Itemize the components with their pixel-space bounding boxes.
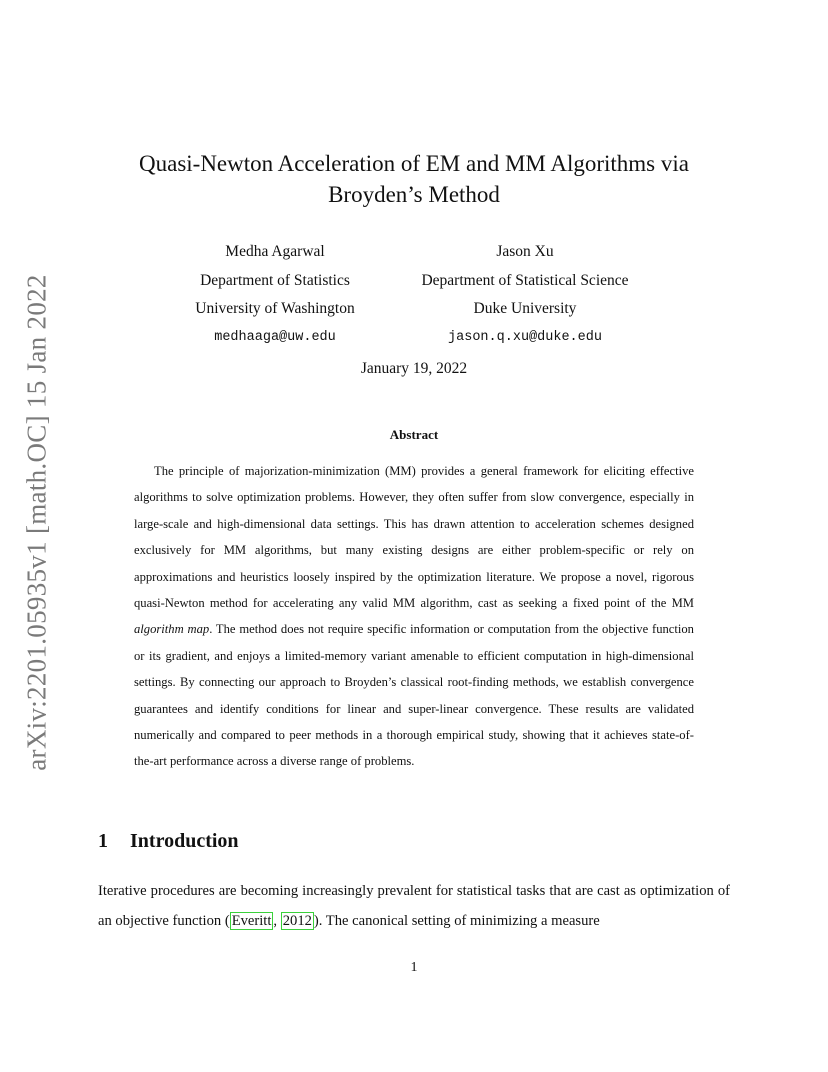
author-name: Jason Xu <box>496 243 554 260</box>
author-email: medhaaga@uw.edu <box>214 329 336 345</box>
abstract-heading: Abstract <box>389 427 439 442</box>
abstract-italic-term: algorithm map <box>134 622 210 637</box>
paper-date: January 19, 2022 <box>360 360 468 377</box>
author-department: Department of Statistical Science <box>421 271 629 289</box>
abstract-text-part-2: . The method does not require specific information or computation from the objective function or its gradient, and enjoys a limited-memory variant amenable to efficient computation in high-dimensional settings. By connecting our approach to Broyden’s classical root-finding methods, we establish convergence guarantees and identify conditions for linear and super-linear convergence. These results are validated numerically and compared to peer methods in a thorough empirical study, showing that it achieves state-of-the-art performance across a diverse range of problems. <box>134 622 694 769</box>
citation-link-year[interactable]: 2012 <box>282 913 312 929</box>
author-institution: Duke University <box>473 300 577 317</box>
arxiv-identifier: arXiv:2201.05935v1 [math.OC] 15 Jan 2022 <box>21 274 52 771</box>
author-department: Department of Statistics <box>200 271 350 289</box>
author-email: jason.q.xu@duke.edu <box>448 329 602 345</box>
author-block-1 <box>130 238 420 352</box>
abstract-text <box>134 458 694 775</box>
author-name: Medha Agarwal <box>225 243 325 260</box>
intro-text-part-2: ). The canonical setting of minimizing a measure <box>313 913 600 929</box>
paper-title-line-1: Quasi-Newton Acceleration of EM and MM Algorithms via <box>139 151 689 176</box>
section-number: 1 <box>98 830 108 852</box>
citation-link-author[interactable]: Everitt <box>231 913 272 929</box>
arxiv-stamp <box>20 270 54 775</box>
paper-title-line-2: Broyden’s Method <box>328 182 500 207</box>
section-title: Introduction <box>130 830 239 852</box>
citation-separator: , <box>273 913 281 929</box>
author-block-2 <box>380 238 670 352</box>
abstract-text-part-1: The principle of majorization-minimization (MM) provides a general framework for eliciting effective algorithms to solve optimization problems. However, they often suffer from slow convergence, especially in large-scale and high-dimensional data settings. This has drawn attention to acceleration schemes designed exclusively for MM algorithms, but many existing designs are either problem-specific or rely on approximations and heuristics loosely inspired by the optimization literature. We propose a novel, rigorous quasi-Newton method for accelerating any valid MM algorithm, cast as seeking a fixed point of the MM <box>134 464 694 611</box>
author-institution: University of Washington <box>195 300 355 317</box>
paper-title <box>100 148 728 210</box>
intro-text-part-1: Iterative procedures are becoming increasingly prevalent for statistical tasks that are cast as optimization of an objective function ( <box>98 883 730 929</box>
section-heading <box>98 830 239 853</box>
page-number: 1 <box>410 960 418 975</box>
intro-paragraph <box>98 876 730 936</box>
